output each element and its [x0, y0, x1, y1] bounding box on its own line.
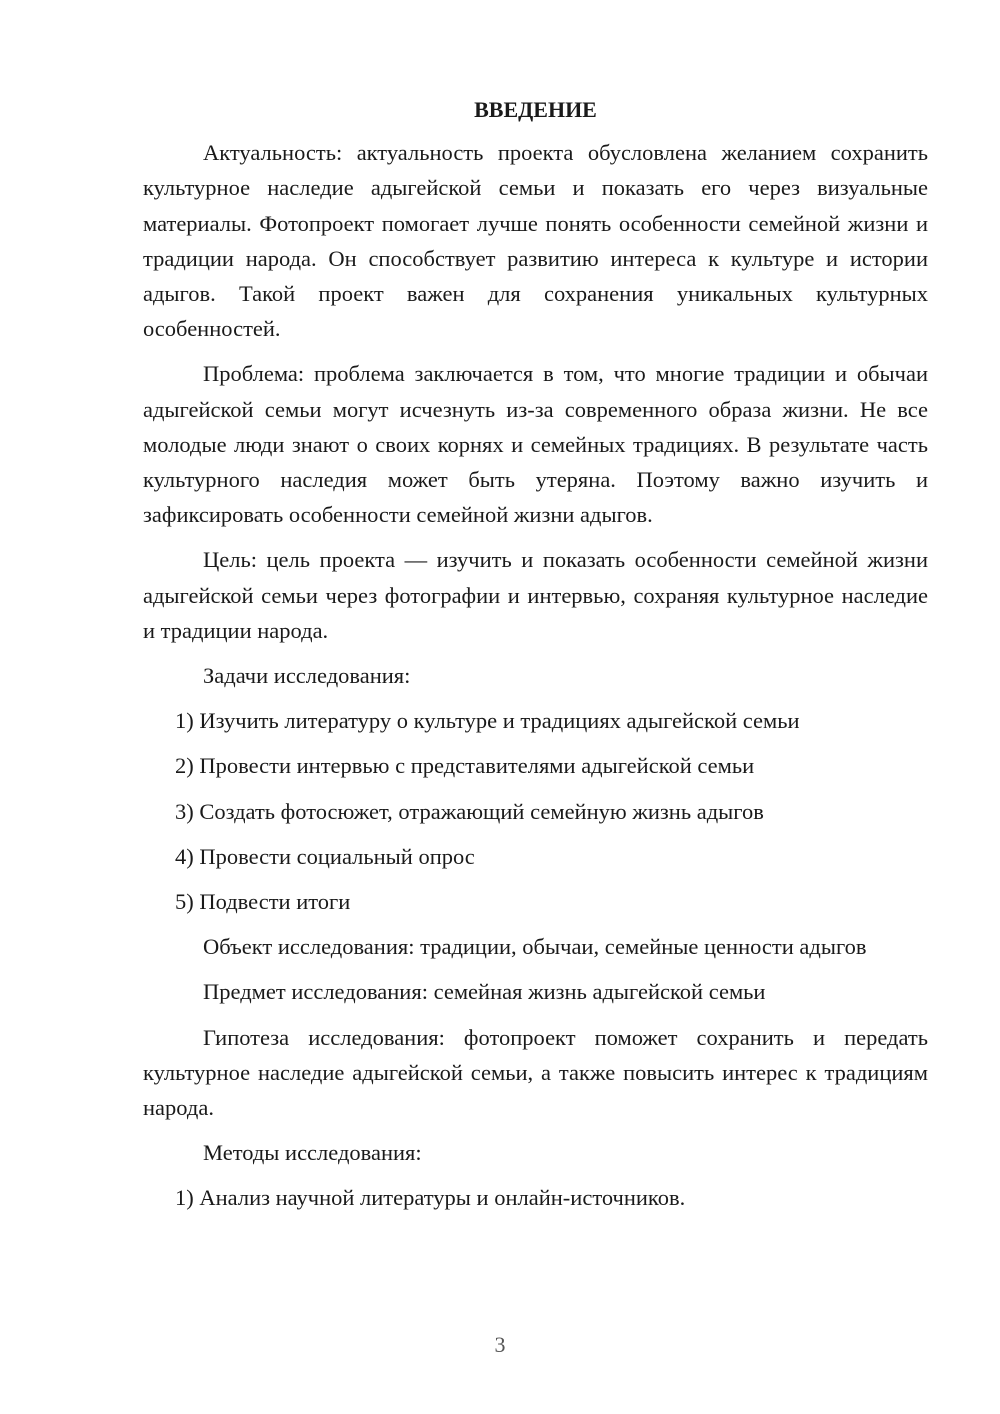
methods-heading: Методы исследования: — [203, 1140, 422, 1166]
page-title: ВВЕДЕНИЕ — [474, 97, 597, 122]
relevance-paragraph: Актуальность: актуальность проекта обусловлена желанием сохранить культурное наследие адыгейской семьи и показать его через визуальные материалы. Фотопроект помогает лучше понять особенности семейной жизни и традиции народа. Он способствует развитию интереса к культуре и истории адыгов. Такой проект важен для сохранения уникальных культурных особенностей. — [143, 140, 928, 342]
hypothesis-paragraph: Гипотеза исследования: фотопроект поможет сохранить и передать культурное наследие адыгейской семьи, а также повысить интерес к традициям народа. — [143, 1024, 928, 1121]
object-paragraph: Объект исследования: традиции, обычаи, семейные ценности адыгов — [203, 934, 867, 960]
task-item: 3) Создать фотосюжет, отражающий семейную жизнь адыгов — [175, 798, 764, 824]
task-item: 1) Изучить литературу о культуре и традициях адыгейской семьи — [175, 708, 800, 734]
page-number: 3 — [494, 1332, 506, 1357]
task-item: 4) Провести социальный опрос — [175, 843, 475, 869]
problem-paragraph: Проблема: проблема заключается в том, что многие традиции и обычаи адыгейской семьи могут исчезнуть из-за современного образа жизни. Не все молодые люди знают о своих корнях и семейных традициях. В результате часть культурного наследия может быть утеряна. Поэтому важно изучить и зафиксировать особенности семейной жизни адыгов. — [143, 361, 928, 528]
task-item: 5) Подвести итоги — [175, 889, 351, 915]
document-page — [143, 92, 928, 1226]
method-item: 1) Анализ научной литературы и онлайн-источников. — [175, 1185, 686, 1211]
task-item: 2) Провести интервью с представителями адыгейской семьи — [175, 753, 755, 779]
goal-paragraph: Цель: цель проекта — изучить и показать особенности семейной жизни адыгейской семьи через фотографии и интервью, сохраняя культурное наследие и традиции народа. — [143, 547, 928, 643]
tasks-heading: Задачи исследования: — [203, 663, 411, 689]
subject-paragraph: Предмет исследования: семейная жизнь адыгейской семьи — [203, 979, 766, 1005]
